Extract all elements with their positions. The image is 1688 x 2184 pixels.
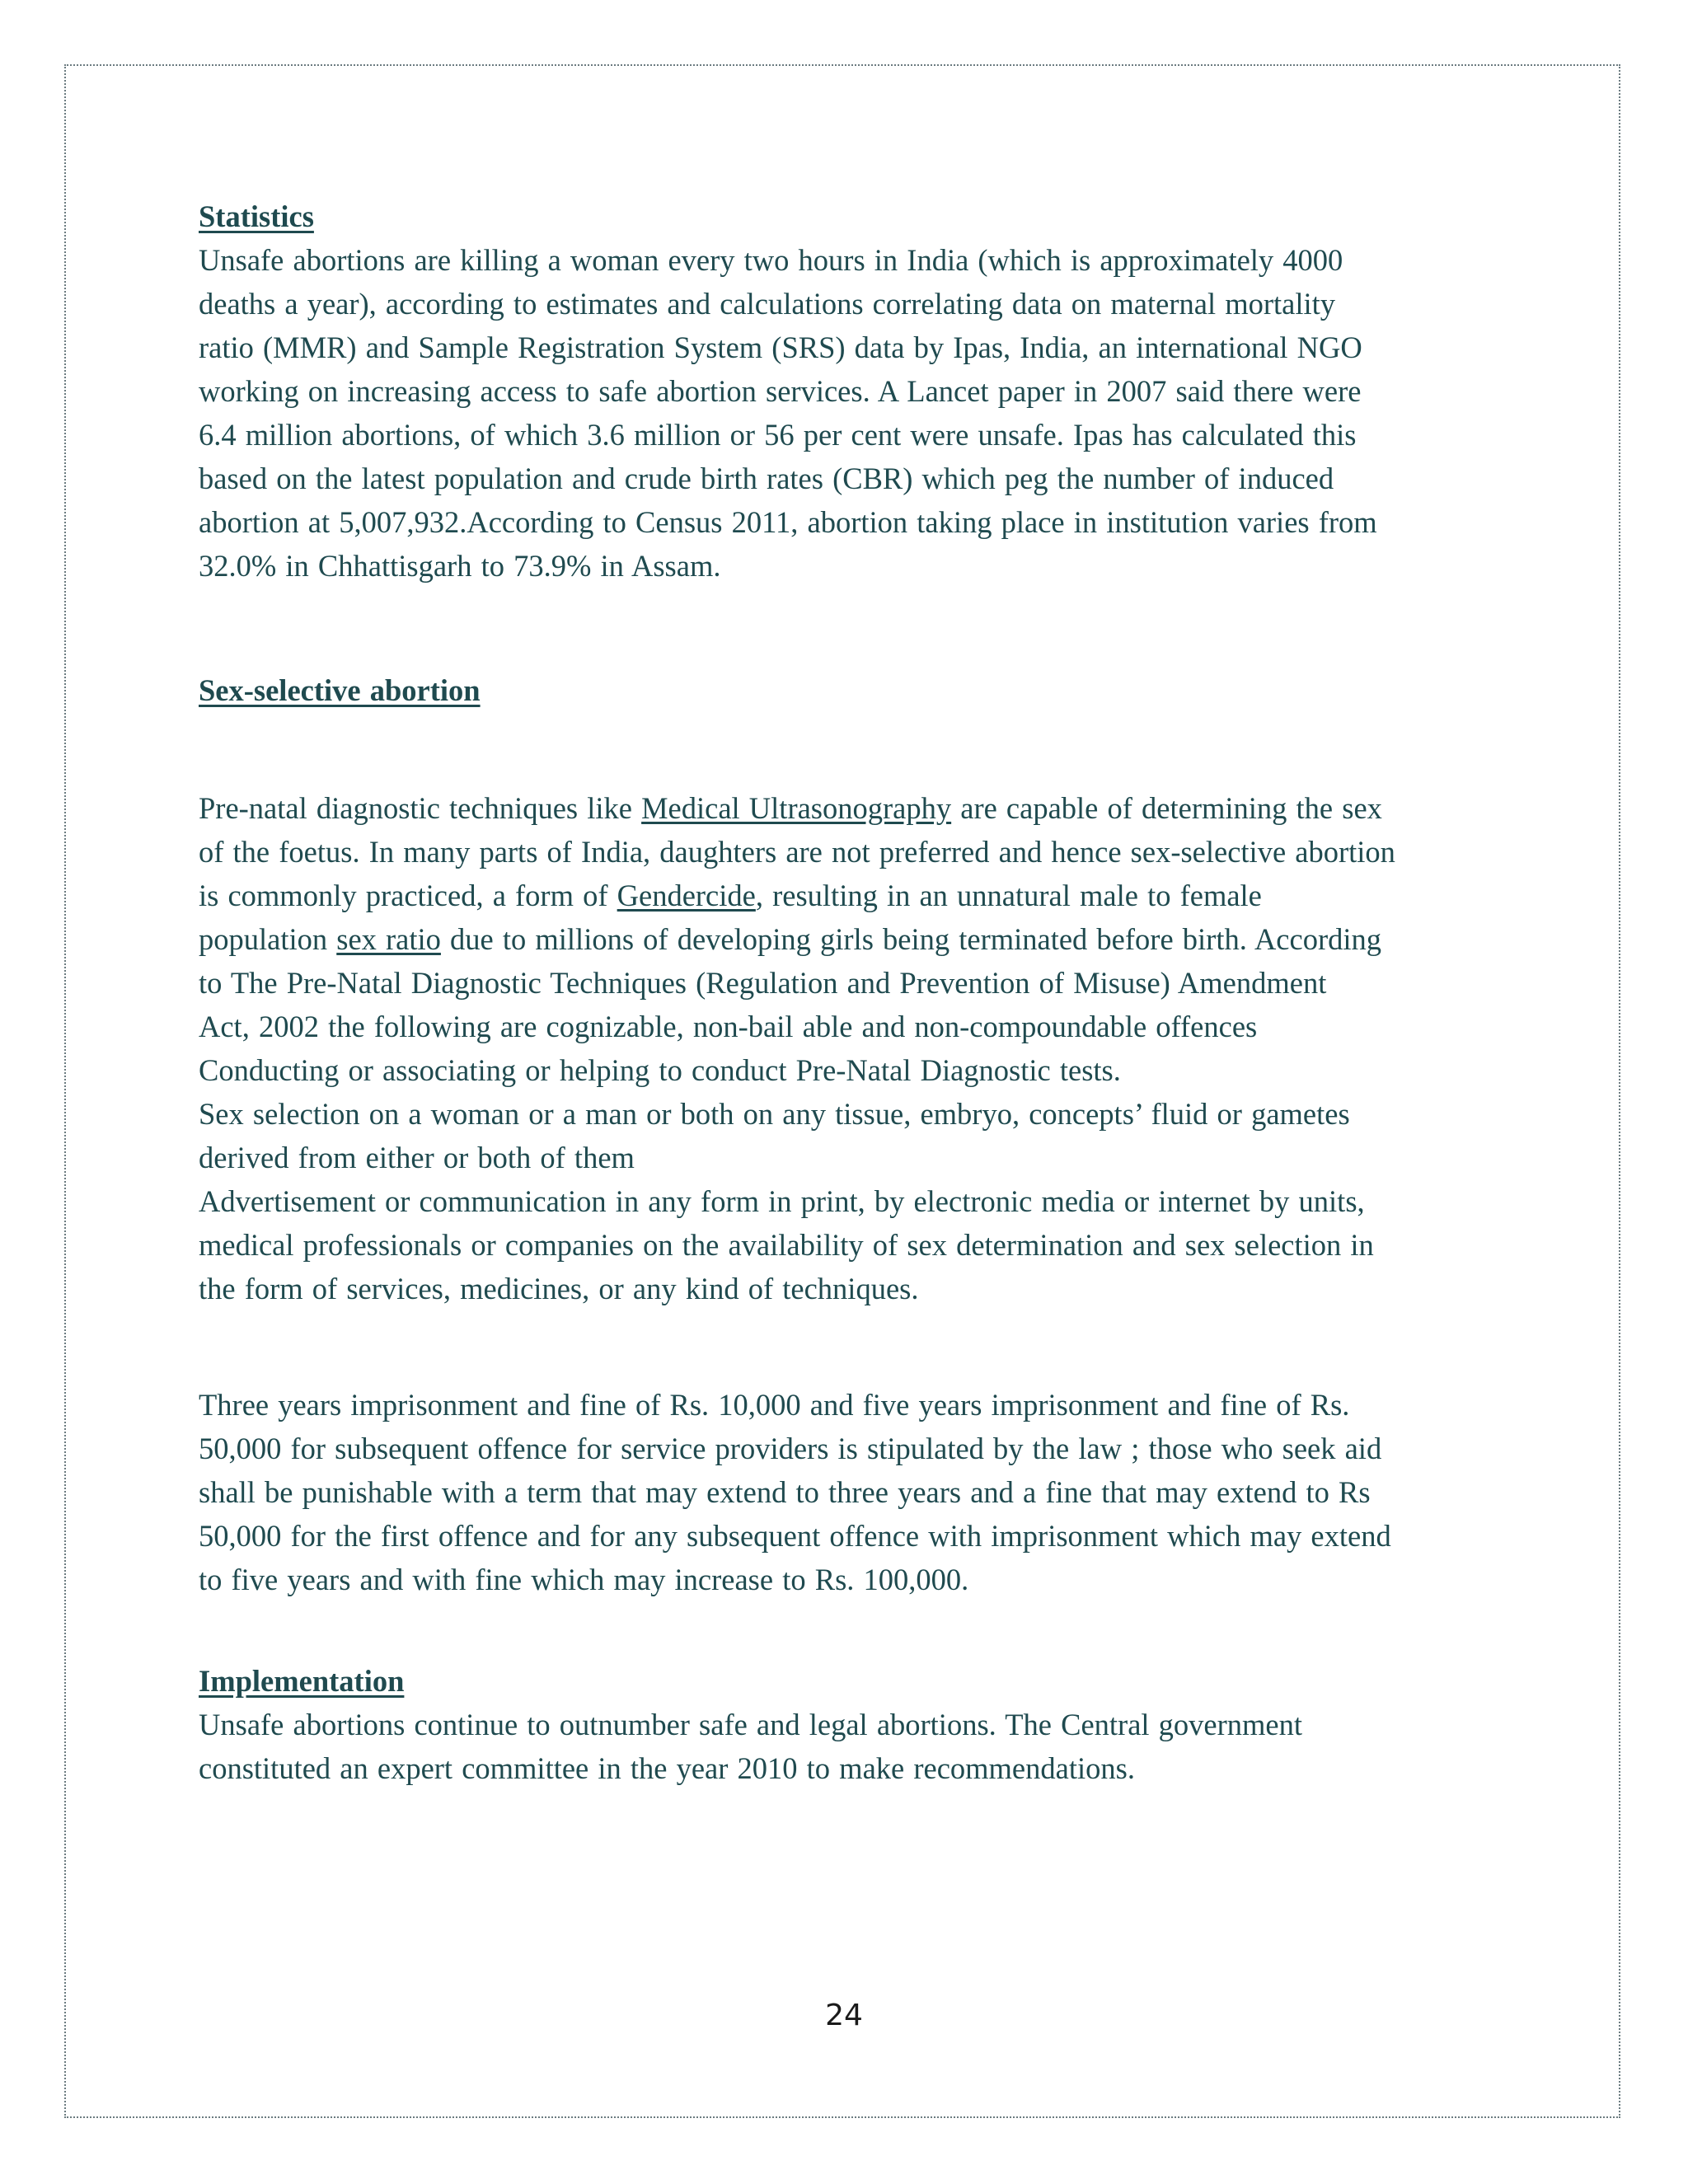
implementation-heading: Implementation: [199, 1664, 405, 1698]
page-number: 24: [825, 1999, 863, 2032]
text-line: is commonly practiced, a form of Gendercide, resulting in an unnatural male to female: [199, 879, 1262, 912]
text-line: of the foetus. In many parts of India, daughters are not preferred and hence sex-selective abortion: [199, 835, 1395, 869]
text-line: Three years imprisonment and fine of Rs. 10,000 and five years imprisonment and fine of Rs.: [199, 1388, 1350, 1422]
text-line: 50,000 for subsequent offence for service providers is stipulated by the law ; those who seek aid: [199, 1432, 1382, 1465]
sex-selective-paragraph-1: [199, 786, 1493, 1310]
text-line: to The Pre-Natal Diagnostic Techniques (Regulation and Prevention of Misuse) Amendment: [199, 966, 1327, 1000]
text-line: Conducting or associating or helping to conduct Pre-Natal Diagnostic tests.: [199, 1053, 1121, 1087]
text-line: constituted an expert committee in the year 2010 to make recommendations.: [199, 1751, 1135, 1785]
document-body: [199, 194, 1493, 1790]
text-line: derived from either or both of them: [199, 1141, 635, 1174]
text-line: to five years and with fine which may increase to Rs. 100,000.: [199, 1563, 969, 1596]
text-line: the form of services, medicines, or any kind of techniques.: [199, 1272, 919, 1305]
sex-selective-paragraph-2: [199, 1383, 1493, 1601]
text-line: 50,000 for the first offence and for any subsequent offence with imprisonment which may extend: [199, 1519, 1391, 1553]
text-line: 32.0% in Chhattisgarh to 73.9% in Assam.: [199, 549, 721, 583]
text-line: Sex selection on a woman or a man or both on any tissue, embryo, concepts’ fluid or gametes: [199, 1097, 1350, 1131]
text-line: abortion at 5,007,932.According to Census 2011, abortion taking place in institution varies from: [199, 505, 1377, 539]
text-line: Advertisement or communication in any form in print, by electronic media or internet by units,: [199, 1184, 1365, 1218]
text-line: 6.4 million abortions, of which 3.6 million or 56 per cent were unsafe. Ipas has calculated this: [199, 418, 1357, 452]
text-line: Act, 2002 the following are cognizable, non-bail able and non-compoundable offences: [199, 1010, 1258, 1043]
implementation-paragraph: [199, 1703, 1493, 1790]
link-gendercide[interactable]: Gendercide: [617, 879, 756, 912]
text-line: deaths a year), according to estimates and calculations correlating data on maternal mortality: [199, 287, 1336, 321]
text-line: working on increasing access to safe abortion services. A Lancet paper in 2007 said there were: [199, 374, 1362, 408]
text-line: medical professionals or companies on the availability of sex determination and sex selection in: [199, 1228, 1374, 1262]
text-line: Unsafe abortions are killing a woman every two hours in India (which is approximately 4000: [199, 243, 1343, 277]
statistics-heading: Statistics: [199, 199, 314, 233]
statistics-paragraph: [199, 238, 1493, 588]
text-line: population sex ratio due to millions of developing girls being terminated before birth. According: [199, 922, 1381, 956]
text-line: based on the latest population and crude birth rates (CBR) which peg the number of induced: [199, 462, 1334, 495]
link-sex-ratio[interactable]: sex ratio: [336, 922, 441, 956]
text-line: Unsafe abortions continue to outnumber safe and legal abortions. The Central government: [199, 1708, 1303, 1741]
text-line: shall be punishable with a term that may extend to three years and a fine that may extend to Rs: [199, 1475, 1371, 1509]
text-line: ratio (MMR) and Sample Registration System (SRS) data by Ipas, India, an international NGO: [199, 330, 1362, 364]
sex-selective-abortion-heading: Sex-selective abortion: [199, 673, 481, 707]
text-line: Pre-natal diagnostic techniques like Medical Ultrasonography are capable of determining the sex: [199, 791, 1382, 825]
link-medical-ultrasonography[interactable]: Medical Ultrasonography: [641, 791, 952, 825]
